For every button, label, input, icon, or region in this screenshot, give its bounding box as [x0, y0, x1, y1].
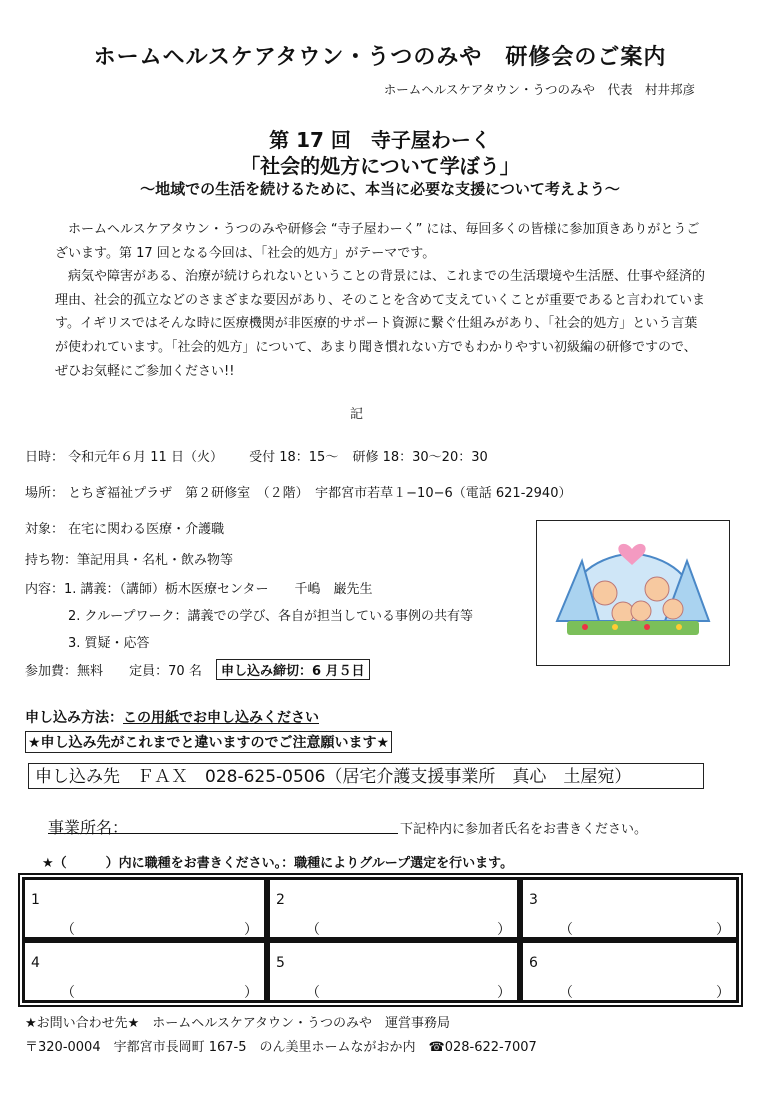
notice-box: ★申し込み先がこれまでと違いますのでご注意願います★: [25, 731, 392, 753]
apply-method: [25, 707, 319, 727]
reception-time: 受付 18：15～: [249, 450, 339, 465]
flower-2: [612, 624, 618, 630]
cell-number: 6: [529, 955, 538, 971]
face-5: [663, 599, 683, 619]
target-value: 在宅に関わる医療・介護職: [68, 522, 225, 537]
occupation-close: ）: [244, 985, 258, 1001]
content-item-2: 2. クループワーク：講義での学び、各自が担当している事例の共有等: [68, 609, 473, 624]
occupation-open: （: [306, 922, 320, 938]
date-label: 日時：: [25, 450, 65, 465]
deadline-badge: 申し込み締切：6 月５日: [216, 659, 370, 680]
illustration-svg: [537, 521, 727, 663]
flower-1: [582, 624, 588, 630]
cell-number: 4: [31, 955, 40, 971]
fee: 参加費：無料: [25, 664, 104, 679]
participant-cell-3[interactable]: [520, 877, 739, 940]
theme-title: 「社会的処方について学ぼう」: [240, 154, 520, 178]
target-label: 対象：: [25, 522, 65, 537]
date-value: 令和元年６月 11 日（火）: [68, 450, 223, 465]
office-note: 下記枠内に参加者氏名をお書きください。: [400, 822, 648, 837]
content-row: [25, 578, 373, 597]
intro-text: [55, 218, 705, 383]
intro-paragraph-1: ホームヘルスケアタウン・うつのみや研修会 “寺子屋わーく” には、毎回多くの皆様に参加頂きありがとうございます。第 17 回となる今回は、「社会的処方」がテーマです。: [55, 222, 700, 261]
occupation-open: （: [61, 985, 75, 1001]
fax-box: 申し込み先 ＦＡＸ 028-625-0506（居宅介護支援事業所 真心 土屋宛）: [28, 763, 704, 789]
content-item-1: 1. 講義：（講師）栃木医療センター 千嶋 巌先生: [64, 582, 373, 597]
face-4: [631, 601, 651, 621]
occupation-open: （: [306, 985, 320, 1001]
occupation-open: （: [559, 985, 573, 1001]
cell-number: 1: [31, 892, 40, 908]
place-row: [25, 482, 571, 501]
occupation-open: （: [559, 922, 573, 938]
ki-marker: 記: [350, 407, 364, 422]
organizer: ホームヘルスケアタウン・うつのみや 代表 村井邦彦: [383, 82, 695, 97]
intro-paragraph-2: 病気や障害がある、治療が続けられないということの背景には、これまでの生活環境や生活歴、仕事や経済的理由、社会的孤立などのさまざまな要因があり、そのことを含めて支えていくことが重要であると言われています。イギリスではそんな時に医療機関が非医療的サポート資源に繋ぐ仕組みがあり、「社会的処方」という言葉が使われています。「社会的処方」について、あまり聞き慣れない方でもわかりやすい初級編の研修ですので、ぜひお気軽にご参加ください!!: [55, 269, 706, 379]
apply-method-value: この用紙でお申し込みください: [123, 710, 319, 726]
items-row: [25, 549, 233, 568]
participant-cell-4[interactable]: [22, 940, 267, 1003]
cell-number: 3: [529, 892, 538, 908]
participant-cell-1[interactable]: [22, 877, 267, 940]
participant-cell-6[interactable]: [520, 940, 739, 1003]
place-value: とちぎ福祉プラザ 第２研修室 （２階） 宇都宮市若草１−10−6（電話 621-2940）: [68, 486, 572, 501]
fee-row: [25, 659, 370, 680]
occupation-close: ）: [244, 922, 258, 938]
subtitle: ～地域での生活を続けるために、本当に必要な支援について考えよう～: [140, 180, 620, 198]
occupation-close: ）: [716, 985, 730, 1001]
cell-number: 5: [276, 955, 285, 971]
content-label: 内容：: [25, 582, 65, 597]
flower-3: [644, 624, 650, 630]
flower-4: [676, 624, 682, 630]
occupation-close: ）: [497, 985, 511, 1001]
items-label: 持ち物：: [25, 553, 78, 568]
face-2: [645, 577, 669, 601]
target-row: [25, 518, 224, 537]
inquiry-line: ★お問い合わせ先★ ホームヘルスケアタウン・うつのみや 運営事務局: [25, 1016, 451, 1031]
participant-cell-2[interactable]: [267, 877, 520, 940]
date-row: [25, 446, 488, 465]
office-name-field[interactable]: [48, 833, 398, 834]
occupation-note: ★（ ）内に職種をお書きください。：職種によりグループ選定を行います。: [42, 856, 514, 871]
occupation-close: ）: [716, 922, 730, 938]
training-time: 研修 18：30～20：30: [352, 450, 488, 465]
content-item-3: 3. 質疑・応答: [68, 636, 150, 651]
office-name-label: 事業所名：: [48, 818, 129, 837]
face-1: [593, 581, 617, 605]
address-line: 〒320-0004 宇都宮市長岡町 167-5 のん美里ホームながおか内 ☎028-622-7007: [25, 1040, 537, 1055]
items-value: 筆記用具・名札・飲み物等: [77, 553, 234, 568]
occupation-open: （: [61, 922, 75, 938]
apply-method-label: 申し込み方法：: [25, 710, 123, 726]
participant-cell-5[interactable]: [267, 940, 520, 1003]
session-title: 第 17 回 寺子屋わーく: [269, 128, 491, 152]
participant-grid: [18, 873, 743, 1007]
capacity: 定員：70 名: [129, 664, 202, 679]
occupation-close: ）: [497, 922, 511, 938]
cell-number: 2: [276, 892, 285, 908]
page-title: ホームヘルスケアタウン・うつのみや 研修会のご案内: [93, 45, 667, 70]
family-window-illustration-icon: [536, 520, 730, 666]
place-label: 場所：: [25, 486, 65, 501]
